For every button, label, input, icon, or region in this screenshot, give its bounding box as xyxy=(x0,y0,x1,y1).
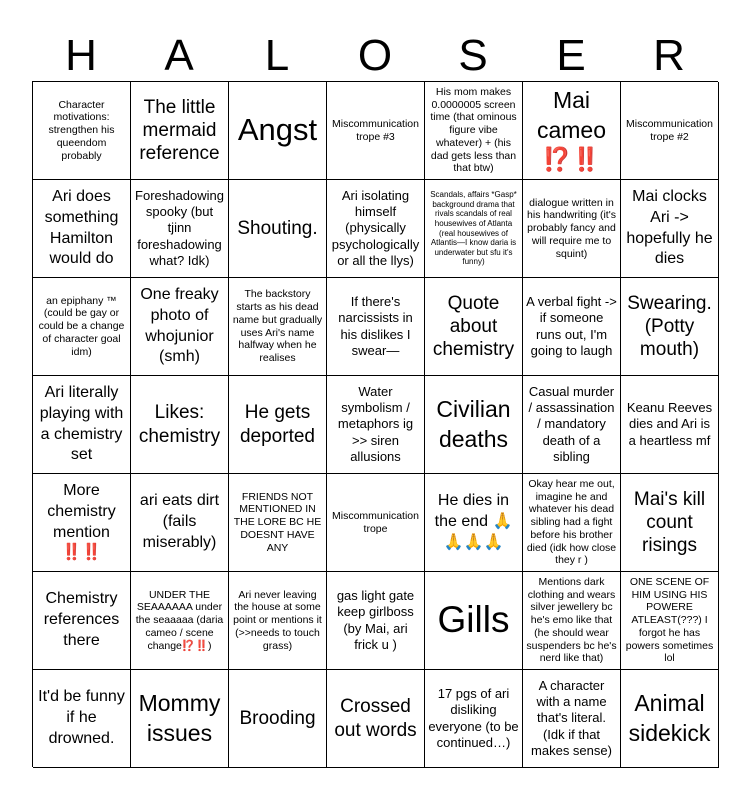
bingo-cell-text: Chemistry references there xyxy=(43,590,120,649)
bingo-cell[interactable] xyxy=(131,572,229,670)
bingo-cell[interactable] xyxy=(131,670,229,768)
bingo-cell-text: Mai cameo ⁉️‼️ xyxy=(536,86,607,173)
bingo-cell-text: He gets deported xyxy=(239,402,315,447)
bingo-cell[interactable] xyxy=(425,376,523,474)
bingo-cell-text: FRIENDS NOT MENTIONED IN THE LORE BC HE DOESNT HAVE ANY xyxy=(233,490,322,554)
bingo-cell[interactable] xyxy=(33,670,131,768)
bingo-cell[interactable] xyxy=(621,670,719,768)
bingo-cell-text: Mentions dark clothing and wears silver jewellery bc he's emo like that (he should wear suspenders bc he's nerd like that) xyxy=(526,575,617,665)
bingo-cell-text: Gills xyxy=(437,599,510,641)
bingo-cell-text: ari eats dirt (fails miserably) xyxy=(139,492,220,551)
bingo-cell-text: Mai's kill count risings xyxy=(633,488,706,557)
bingo-cell[interactable] xyxy=(621,82,719,180)
bingo-cell-text: Mai clocks Ari -> hopefully he dies xyxy=(626,187,713,268)
bingo-cell[interactable] xyxy=(33,376,131,474)
bingo-cell-text: It'd be funny if he drowned. xyxy=(38,688,125,747)
bingo-cell[interactable] xyxy=(327,82,425,180)
bingo-cell-text: an epiphany ™ (could be gay or could be a change of character goal idm) xyxy=(38,294,125,358)
bingo-cell[interactable] xyxy=(621,376,719,474)
bingo-cell-text: Angst xyxy=(237,112,318,148)
title-letter: R xyxy=(653,31,685,80)
bingo-cell-text: Animal sidekick xyxy=(628,689,711,746)
bingo-cell[interactable] xyxy=(229,474,327,572)
bingo-cell-text: 17 pgs of ari disliking everyone (to be continued…) xyxy=(428,686,519,750)
bingo-cell[interactable] xyxy=(425,278,523,376)
bingo-cell[interactable] xyxy=(33,180,131,278)
bingo-cell-text: ONE SCENE OF HIM USING HIS POWERE ATLEAST(???) I forgot he has powers sometimes lol xyxy=(625,575,714,665)
title-letter: L xyxy=(264,31,290,80)
bingo-cell-text: Brooding xyxy=(239,707,316,729)
bingo-cell[interactable] xyxy=(131,474,229,572)
bingo-cell[interactable] xyxy=(425,670,523,768)
bingo-cell[interactable] xyxy=(523,82,621,180)
bingo-cell-text: Ari literally playing with a chemistry set xyxy=(39,383,124,464)
bingo-cell[interactable] xyxy=(131,180,229,278)
title-letter: H xyxy=(65,31,97,80)
bingo-cell[interactable] xyxy=(327,376,425,474)
bingo-cell[interactable] xyxy=(621,180,719,278)
title-letter: A xyxy=(164,31,194,80)
bingo-cell[interactable] xyxy=(621,572,719,670)
title-letter: O xyxy=(357,31,393,80)
bingo-cell[interactable] xyxy=(621,474,719,572)
bingo-cell[interactable] xyxy=(327,670,425,768)
bingo-cell[interactable] xyxy=(33,572,131,670)
bingo-cell[interactable] xyxy=(131,376,229,474)
bingo-cell[interactable] xyxy=(523,670,621,768)
bingo-cell-text: A character with a name that's literal. (Idk if that makes sense) xyxy=(531,677,612,758)
bingo-cell[interactable] xyxy=(327,474,425,572)
bingo-cell[interactable] xyxy=(621,278,719,376)
bingo-cell[interactable] xyxy=(229,670,327,768)
bingo-cell-text: Character motivations: strengthen his queendom probably xyxy=(48,98,115,162)
bingo-cell-text: UNDER THE SEAAAAAA under the seaaaaa (daria cameo / scene change⁉️‼️) xyxy=(135,588,224,652)
bingo-cell[interactable] xyxy=(523,376,621,474)
bingo-cell[interactable] xyxy=(425,82,523,180)
bingo-cell-text: Quote about chemistry xyxy=(432,292,515,361)
bingo-cell[interactable] xyxy=(229,180,327,278)
bingo-cell-text: Shouting. xyxy=(237,217,318,239)
bingo-cell[interactable] xyxy=(327,180,425,278)
bingo-cell-text: Ari never leaving the house at some point or mentions it (>>needs to touch grass) xyxy=(233,588,322,652)
bingo-cell-text: Foreshadowing spooky (but tjinn foreshadowing what? Idk) xyxy=(135,187,224,268)
title-letter: E xyxy=(556,31,586,80)
bingo-cell[interactable] xyxy=(229,278,327,376)
bingo-cell-text: A verbal fight -> if someone runs out, I'm going to laugh xyxy=(526,294,617,358)
bingo-cell-text: The little mermaid reference xyxy=(139,96,220,165)
bingo-cell-text: Swearing. (Potty mouth) xyxy=(627,292,712,361)
bingo-cell[interactable] xyxy=(131,278,229,376)
bingo-cell-text: One freaky photo of whojunior (smh) xyxy=(140,285,219,366)
bingo-cell-text: dialogue written in his handwriting (it's probably fancy and will require me to squint) xyxy=(527,196,616,260)
bingo-cell[interactable] xyxy=(523,180,621,278)
bingo-cell[interactable] xyxy=(131,82,229,180)
bingo-cell-text: Miscommunication trope #3 xyxy=(332,117,419,143)
bingo-cell-text: Likes: chemistry xyxy=(138,402,221,447)
bingo-cell-text: Keanu Reeves dies and Ari is a heartless mf xyxy=(626,400,713,448)
bingo-cell-text: Casual murder / assassination / mandatory death of a sibling xyxy=(528,383,615,464)
bingo-cell[interactable] xyxy=(229,82,327,180)
bingo-cell-text: Water symbolism / metaphors ig >> siren allusions xyxy=(337,383,414,464)
bingo-grid xyxy=(32,81,718,767)
bingo-cell[interactable] xyxy=(327,278,425,376)
bingo-title xyxy=(32,30,718,82)
bingo-cell-text: Mommy issues xyxy=(138,689,221,746)
bingo-cell-text: gas light gate keep girlboss (by Mai, ari frick u ) xyxy=(336,588,415,652)
bingo-cell[interactable] xyxy=(33,82,131,180)
bingo-cell-text: Scandals, affairs *Gasp* background drama that rivals scandals of real housewives of Atlanta (real housewives of Atlantis—I know daria is underwater but sfu it's funny) xyxy=(430,190,517,267)
bingo-cell[interactable] xyxy=(33,278,131,376)
bingo-cell-text: Crossed out words xyxy=(334,696,417,741)
bingo-cell[interactable] xyxy=(425,572,523,670)
bingo-cell[interactable] xyxy=(229,376,327,474)
bingo-cell-text: Civilian deaths xyxy=(436,395,511,452)
bingo-cell-text: His mom makes 0.0000005 screen time (that ominous figure vibe whatever) + (his dad gets less than that btw) xyxy=(430,85,517,175)
bingo-cell-text: Okay hear me out, imagine he and whatever his dead sibling had a fight before his brother died (idk how close they r ) xyxy=(526,477,617,567)
bingo-cell[interactable] xyxy=(425,180,523,278)
bingo-cell-text: If there's narcissists in his dislikes I swear— xyxy=(338,294,413,358)
bingo-cell[interactable] xyxy=(229,572,327,670)
bingo-cell-text: Miscommunication trope #2 xyxy=(626,117,713,143)
bingo-cell-text: Ari isolating himself (physically psychologically or all the llys) xyxy=(331,187,420,268)
bingo-cell[interactable] xyxy=(33,474,131,572)
bingo-cell-text: More chemistry mention ‼️‼️ xyxy=(47,481,116,562)
title-letter: S xyxy=(458,31,488,80)
bingo-cell-text: Miscommunication trope xyxy=(332,509,419,535)
bingo-cell-text: Ari does something Hamilton would do xyxy=(44,187,119,268)
bingo-cell-text: The backstory starts as his dead name but gradually uses Ari's name halfway when he realises xyxy=(232,288,323,365)
bingo-cell[interactable] xyxy=(523,278,621,376)
bingo-cell[interactable] xyxy=(327,572,425,670)
bingo-cell[interactable] xyxy=(425,474,523,572)
bingo-cell[interactable] xyxy=(523,572,621,670)
bingo-cell[interactable] xyxy=(523,474,621,572)
bingo-cell-text: He dies in the end 🙏🙏🙏🙏 xyxy=(434,492,513,551)
